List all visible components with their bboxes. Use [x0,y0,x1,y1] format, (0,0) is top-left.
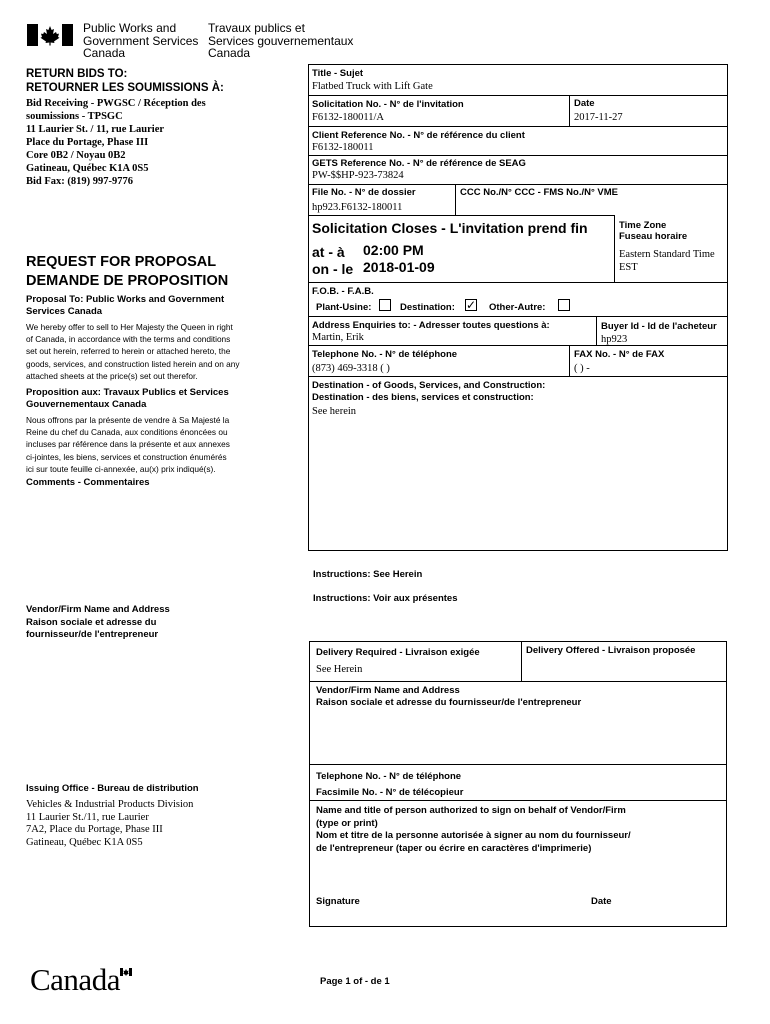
vendor-fax-label: Facsimile No. - N° de télécopieur [316,787,464,798]
authorized-person-label: Name and title of person authorized to sign on behalf of Vendor/Firm (type or print) Nom et titre de la personne autorisée à signer au nom du fournisseur/ de l'entrepreneur (taper ou écrire en caractères d'imprimerie) [316,805,631,854]
closing-time-value: 02:00 PM [363,242,424,258]
divider [596,316,597,345]
delivery-offered-label: Delivery Offered - Livraison proposée [526,645,696,656]
comments-label: Comments - Commentaires [26,477,150,488]
proposition-body: Nous offrons par la présente de vendre à Sa Majesté la Reine du chef du Canada, aux conditions énoncées ou incluses par référence dans la présente et aux annexes ci-jointes, les biens, services et construction énumérés ici sur toute feuille ci-annexée, au(x) prix indiqué(s). [26,415,230,474]
rule [309,764,727,765]
rule [308,155,728,156]
date-value: 2017-11-27 [574,112,623,123]
return-bids-title: RETURN BIDS TO: RETOURNER LES SOUMISSIONS À: [26,68,224,94]
rule [308,126,728,127]
rule [309,800,727,801]
rule [308,215,614,216]
issuing-office-address: Vehicles & Industrial Products Division 11 Laurier St./11, rue Laurier 7A2, Place du Portage, Phase III Gatineau, Québec K1A 0S5 [26,799,194,848]
dept-name-en: Public Works and Government Services Canada [83,21,199,60]
rule [308,95,728,96]
solicitation-closes-label: Solicitation Closes - L'invitation prend fin [312,220,588,236]
page-number: Page 1 of - de 1 [320,976,390,987]
plant-checkbox[interactable] [379,299,391,311]
wordmark-flag-icon [120,963,132,971]
destination-fob-label: Destination: [400,302,455,313]
proposal-to-heading: Proposal To: Public Works and Government Services Canada [26,294,225,317]
enquiries-value: Martin, Erik [312,332,364,343]
time-zone-value: Eastern Standard Time EST [619,249,715,273]
divider [521,641,522,681]
buyer-id-label: Buyer Id - Id de l'acheteur [601,321,717,332]
file-no-label: File No. - N° de dossier [312,187,416,198]
solicitation-label: Solicitation No. - N° de l'invitation [312,99,464,110]
telephone-label: Telephone No. - N° de téléphone [312,349,458,360]
signature-label: Signature [316,896,360,907]
gets-ref-value: PW-$$HP-923-73824 [312,170,404,181]
plant-label: Plant-Usine: [316,302,372,313]
closing-on-label: on - le [312,261,354,277]
closing-date-value: 2018-01-09 [363,259,435,275]
fax-label: FAX No. - N° de FAX [574,349,665,360]
divider [455,184,456,215]
closing-at-label: at - à [312,244,345,260]
vendor-telephone-label: Telephone No. - N° de téléphone [316,771,462,782]
telephone-value: (873) 469-3318 ( ) [312,363,390,374]
fob-label: F.O.B. - F.A.B. [312,286,374,297]
canada-flag-logo [27,24,73,46]
instructions-en: Instructions: See Herein [313,569,423,580]
divider [614,215,615,282]
delivery-required-label: Delivery Required - Livraison exigée [316,647,480,658]
enquiries-label: Address Enquiries to: - Adresser toutes questions à: [312,320,550,331]
delivery-required-value: See Herein [316,664,363,675]
client-ref-value: F6132-180011 [312,142,374,153]
solicitation-value: F6132-180011/A [312,112,384,123]
divider [569,345,570,376]
other-label: Other-Autre: [489,302,546,313]
title-label: Title - Sujet [312,68,364,79]
checkmark-icon: ✓ [466,298,477,312]
rule [309,681,727,682]
rfp-title: REQUEST FOR PROPOSAL DEMANDE DE PROPOSITION [26,254,229,289]
canada-wordmark: Canada [30,962,120,997]
date-label: Date [574,98,595,109]
gets-ref-label: GETS Reference No. - N° de référence de SEAG [312,158,526,169]
rule [308,376,728,377]
time-zone-label: Time Zone Fuseau horaire [619,220,688,242]
fax-value: ( ) - [574,363,590,374]
proposition-heading: Proposition aux: Travaux Publics et Services Gouvernementaux Canada [26,387,229,410]
destination-goods-label: Destination - of Goods, Services, and Construction: Destination - des biens, services et construction: [312,380,546,403]
buyer-id-value: hp923 [601,334,628,345]
vendor-name-label: Vendor/Firm Name and Address Raison sociale et adresse du fournisseur/de l'entrepreneur [316,685,582,708]
other-checkbox[interactable] [558,299,570,311]
dept-name-fr: Travaux publics et Services gouvernementaux Canada [208,21,354,60]
rule [308,282,728,283]
rule [308,316,728,317]
rule [308,345,728,346]
return-bids-address: Bid Receiving - PWGSC / Réception des soumissions - TPSGC 11 Laurier St. / 11, rue Laurier Place du Portage, Phase III Core 0B2 / Noyau 0B2 Gatineau, Québec K1A 0S5 Bid Fax: (819) 997-9776 [26,98,206,187]
file-no-value: hp923.F6132-180011 [312,202,403,213]
rule [308,184,728,185]
vendor-response-box [309,641,727,927]
instructions-fr: Instructions: Voir aux présentes [313,593,458,604]
destination-goods-value: See herein [312,406,357,417]
divider [569,95,570,126]
issuing-office-heading: Issuing Office - Bureau de distribution [26,783,199,794]
vendor-name-heading-left: Vendor/Firm Name and Address Raison sociale et adresse du fournisseur/de l'entrepreneur [26,604,170,640]
signature-date-label: Date [591,896,612,907]
title-value: Flatbed Truck with Lift Gate [312,81,433,92]
destination-checkbox[interactable] [465,299,477,311]
proposal-to-body: We hereby offer to sell to Her Majesty the Queen in right of Canada, in accordance with the terms and conditions set out herein, referred to herein or attached hereto, the goods, services, and construction listed herein and on any attached sheets at the price(s) set out therefor. [26,322,240,381]
client-ref-label: Client Reference No. - N° de référence du client [312,130,525,141]
ccc-no-label: CCC No./N° CCC - FMS No./N° VME [460,187,619,198]
